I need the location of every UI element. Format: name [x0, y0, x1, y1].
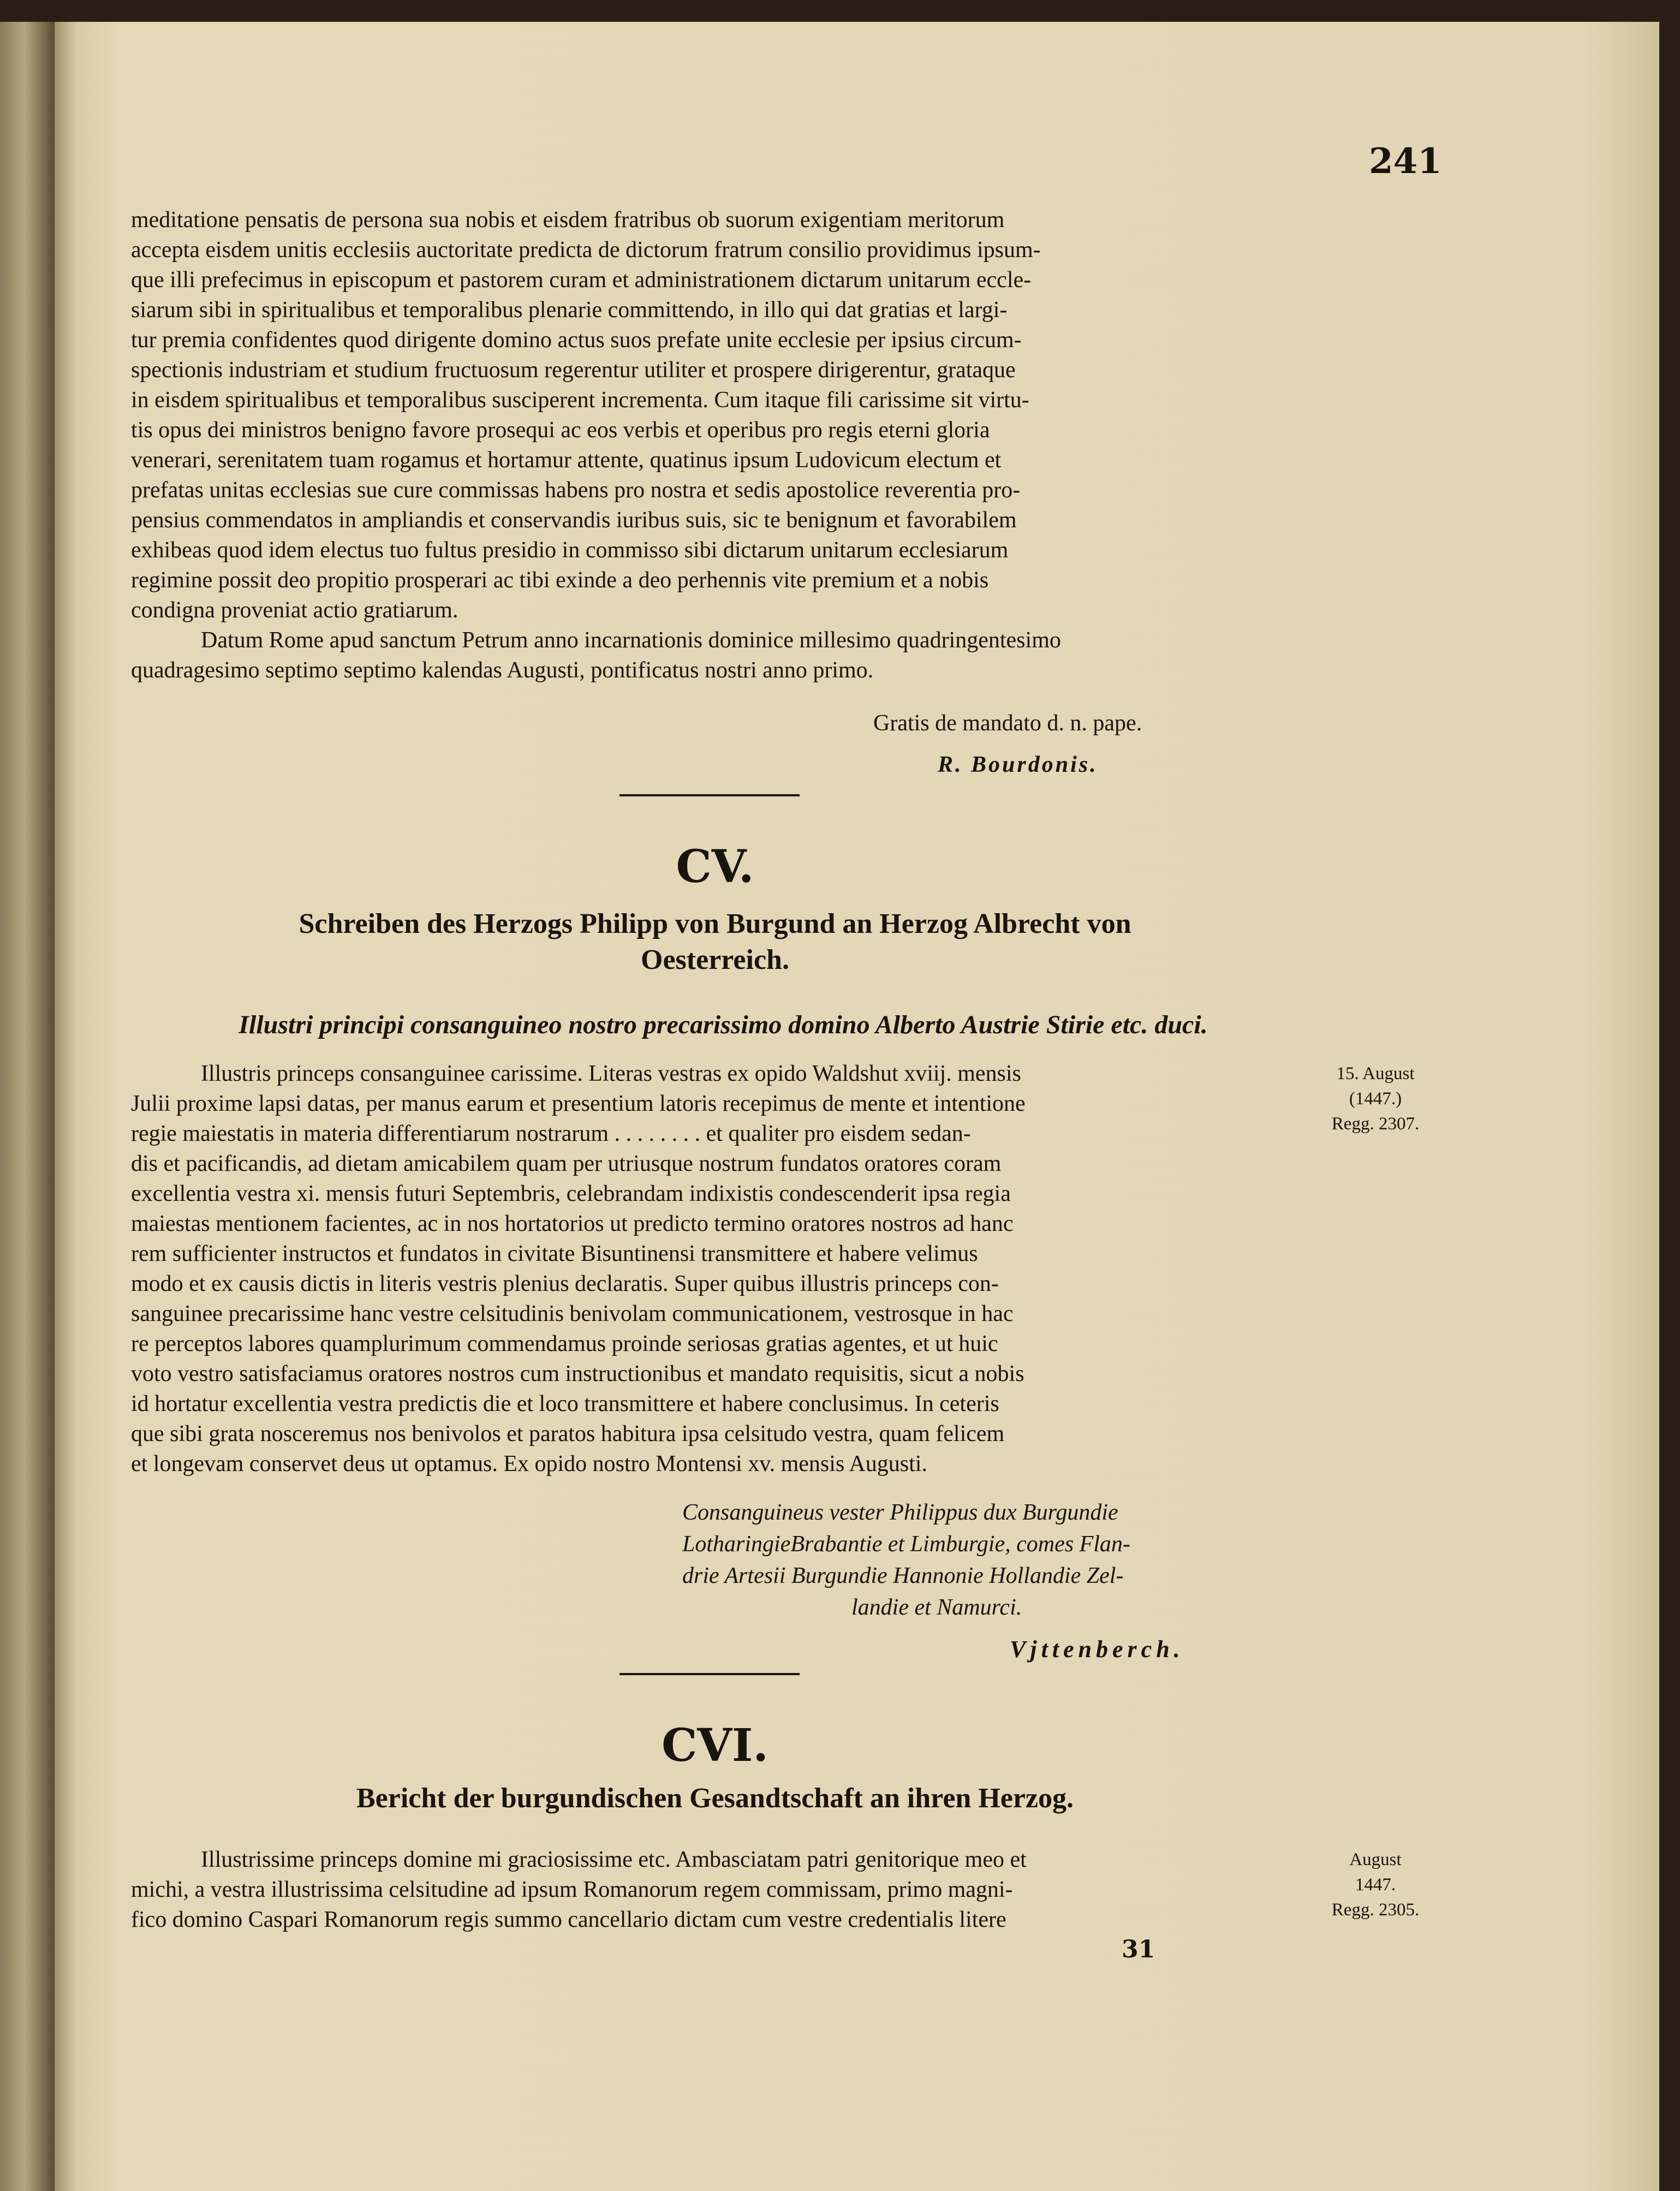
signature-line: drie Artesii Burgundie Hannonie Hollandie Zel- [682, 1563, 1124, 1588]
text-line: excellentia vestra xi. mensis futuri Septembris, celebrandam indixistis condescenderit ipsa regia [131, 1181, 1011, 1206]
signature-line: LotharingieBrabantie et Limburgie, comes Flan- [682, 1532, 1130, 1557]
text-line: regie maiestatis in materia differentiarum nostrarum . . . . . . . . et qualiter pro eisdem sedan- [131, 1121, 971, 1146]
ducal-signature [682, 1497, 1261, 1623]
gratis-note: Gratis de mandato d. n. pape. [873, 711, 1142, 736]
text-line: rem sufficienter instructos et fundatos in civitate Bisuntinensi transmittere et habere velimus [131, 1241, 978, 1266]
text-line: quadragesimo septimo septimo kalendas Augusti, pontificatus nostri anno primo. [131, 658, 874, 683]
text-line: Illustrissime princeps domine mi graciosissime etc. Ambasciatam patri genitorique meo et [201, 1847, 1027, 1872]
text-line: Illustris princeps consanguinee carissime. Literas vestras ex opido Waldshut xviij. mensis [201, 1061, 1021, 1086]
text-line: siarum sibi in spiritualibus et temporalibus plenarie committendo, in illo qui dat gratias et largi- [131, 297, 1008, 323]
text-line: modo et ex causis dictis in literis vestris plenius declaratis. Super quibus illustris princeps con- [131, 1271, 999, 1296]
salutation-address: Illustri principi consanguineo nostro precarissimo domino Alberto Austrie Stirie etc. duci. [239, 1010, 1208, 1039]
text-line: tur premia confidentes quod dirigente domino actus suos prefate unite ecclesie per ipsius circum- [131, 328, 1022, 353]
margin-regg: Regg. 2307. [1331, 1114, 1420, 1134]
text-line: dis et pacificandis, ad dietam amicabilem quam per utriusque nostrum fundatos oratores coram [131, 1151, 1002, 1176]
text-line: et longevam conservet deus ut optamus. Ex opido nostro Montensi xv. mensis Augusti. [131, 1451, 927, 1476]
section-divider [619, 1673, 800, 1675]
text-line: id hortatur excellentia vestra predictis die et loco transmittere et habere conclusimus. In ceteris [131, 1391, 999, 1416]
title-line: Schreiben des Herzogs Philipp von Burgund an Herzog Albrecht von [299, 908, 1131, 939]
scribe-signature: Vjttenberch. [1010, 1636, 1184, 1663]
papal-signer: R. Bourdonis. [938, 752, 1098, 777]
margin-year: 1447. [1355, 1875, 1396, 1895]
text-line: que sibi grata nosceremus nos benivolos et paratos habitura ipsa celsitudo vestra, quam felicem [131, 1421, 1005, 1446]
margin-note-cvi [1315, 1847, 1435, 1922]
letter-text-cvi [131, 1845, 1299, 1935]
text-line: regimine possit deo propitio prosperari ac tibi exinde a deo perhennis vite premium et a nobis [131, 568, 989, 593]
text-line: Julii proxime lapsi datas, per manus earum et presentium latoris recepimus de mente et intentione [131, 1091, 1026, 1116]
text-line: tis opus dei ministros benigno favore prosequi ac eos verbis et operibus pro regis eterni gloria [131, 418, 990, 443]
continuation-text [131, 205, 1299, 686]
page-number: 241 [1369, 141, 1442, 182]
text-line: accepta eisdem unitis ecclesiis auctoritate predicta de dictorum fratrum consilio providimus ipsum- [131, 237, 1041, 263]
text-line: fico domino Caspari Romanorum regis summo cancellario dictam cum vestre credentialis litere [131, 1907, 1006, 1932]
text-line: maiestas mentionem facientes, ac in nos hortatorios ut predicto termino oratores nostros ad hanc [131, 1211, 1014, 1236]
text-line: re perceptos labores quamplurimum commendamus proinde seriosas gratias agentes, et ut huic [131, 1331, 998, 1356]
text-line: prefatas unitas ecclesias sue cure commissas habens pro nostra et sedis apostolice reverentia pro- [131, 478, 1021, 503]
text-line: pensius commendatos in ampliandis et conservandis iuribus suis, sic te benignum et favorabilem [131, 508, 1017, 533]
margin-note-cv [1315, 1061, 1435, 1136]
section-divider [619, 794, 800, 796]
margin-date: 15. August [1336, 1064, 1415, 1083]
text-line: Datum Rome apud sanctum Petrum anno incarnationis dominice millesimo quadringentesimo [201, 628, 1061, 653]
section-number-cvi: CVI. [662, 1719, 768, 1772]
text-line: exhibeas quod idem electus tuo fultus presidio in commisso sibi dictarum unitarum ecclesiarum [131, 538, 1009, 563]
book-gutter [0, 22, 55, 2191]
text-line: meditatione pensatis de persona sua nobis et eisdem fratribus ob suorum exigentiam meritorum [131, 207, 1005, 233]
signature-mark: 31 [1122, 1936, 1155, 1963]
text-line: condigna proveniat actio gratiarum. [131, 598, 458, 623]
signature-line: landie et Namurci. [851, 1595, 1022, 1620]
text-line: venerari, serenitatem tuam rogamus et hortamur attente, quatinus ipsum Ludovicum electum et [131, 448, 1002, 473]
text-line: michi, a vestra illustrissima celsitudine ad ipsum Romanorum regem commissam, primo magni- [131, 1877, 1013, 1902]
text-line: sanguinee precarissime hanc vestre celsitudinis benivolam communicationem, vestrosque in hac [131, 1301, 1014, 1326]
text-line: voto vestro satisfaciamus oratores nostros cum instructionibus et mandato requisitis, sicut a nobis [131, 1361, 1024, 1386]
section-title-cv [131, 906, 1299, 978]
text-line: in eisdem spiritualibus et temporalibus susciperent incrementa. Cum itaque fili carissime sit virtu- [131, 388, 1029, 413]
section-title-cvi: Bericht der burgundischen Gesandtschaft an ihren Herzog. [356, 1783, 1074, 1814]
letter-text-cv [131, 1059, 1299, 1479]
margin-regg: Regg. 2305. [1331, 1900, 1420, 1920]
text-line: spectionis industriam et studium fructuosum regerentur utiliter et prospere dirigerentur, grataque [131, 358, 1016, 383]
signature-line: Consanguineus vester Philippus dux Burgundie [682, 1500, 1118, 1525]
margin-year: (1447.) [1349, 1089, 1402, 1109]
title-line: Oesterreich. [641, 944, 789, 975]
margin-date: August [1349, 1850, 1402, 1870]
section-number-cv: CV. [676, 841, 754, 893]
text-line: que illi prefecimus in episcopum et pastorem curam et administrationem dictarum unitarum eccle- [131, 267, 1032, 293]
